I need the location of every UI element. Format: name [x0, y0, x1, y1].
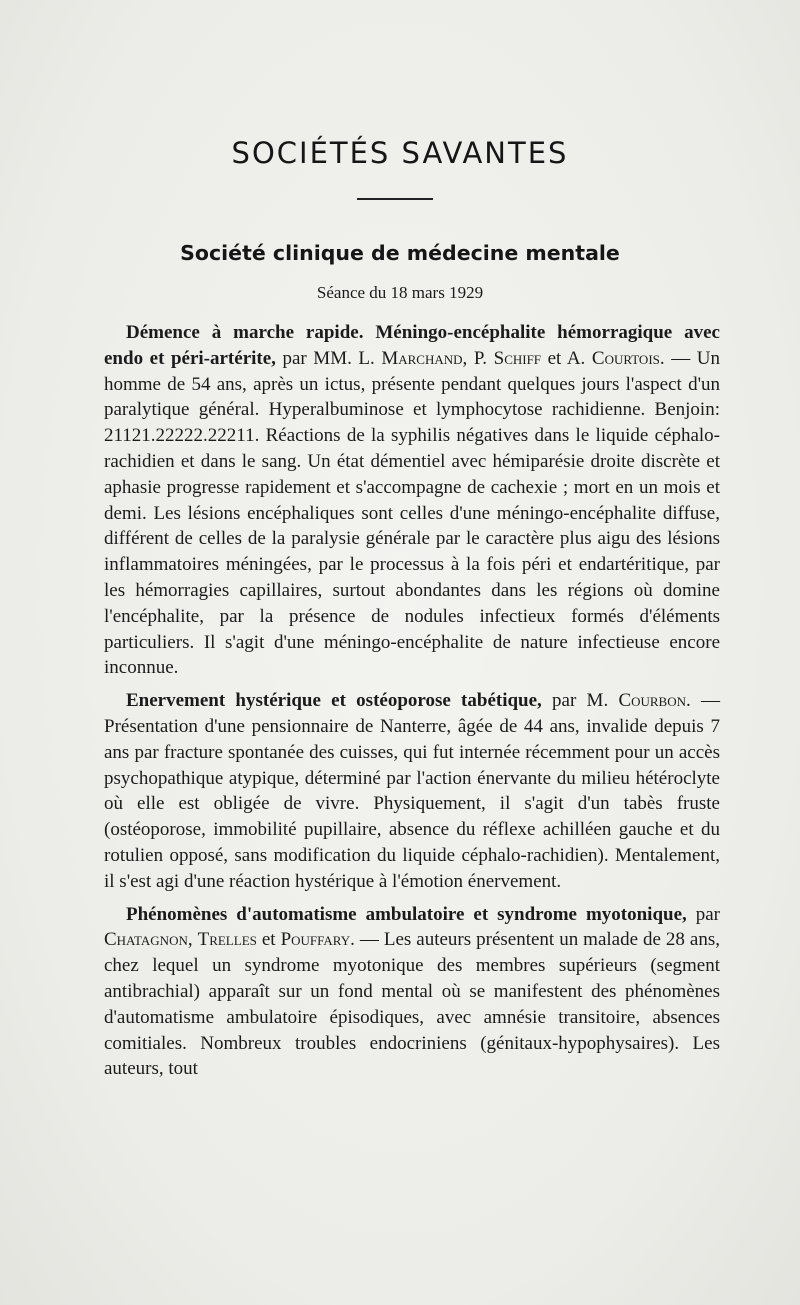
article-3 [104, 902, 720, 1083]
article-3-by: par [686, 903, 720, 925]
article-2-author-1: Courbon [618, 690, 687, 712]
article-1-by: par MM. L. [275, 347, 382, 369]
header-rule [357, 198, 433, 200]
article-1-author-2: Schiff [493, 347, 542, 369]
article-1-text: . — Un homme de 54 ans, après un ictus, présente pendant quelques jours l'aspect d'un paralytique général. Hyperalbuminose et lymphocytose rachidienne. Benjoin: 21121.22222.22211. Réactions de la syphilis négatives dans le liquide céphalo-rachidien et dans le sang. Un état démentiel avec hémiparésie droite discrète et aphasie progresse rapidement et s'accompagne de cachexie ; mort en un mois et demi. Les lésions encéphaliques sont celles d'une méningo-encéphalite diffuse, différent de celles de la paralysie générale par le caractère plus aigu des lésions inflammatoires méningées, par le processus à la fois péri et endartéritique, par les hémorragies capillaires, surtout abondantes dans les régions où domine l'encéphalite, par la présence de nodules infectieux formés d'éléments particuliers. Il s'agit d'une méningo-encéphalite de nature infectieuse encore inconnue. [104, 347, 720, 679]
article-3-sep-1: , [187, 929, 198, 951]
article-1-author-1: Marchand [381, 347, 463, 369]
article-1-sep-2: et A. [541, 347, 592, 369]
article-3-author-2: Trelles [197, 929, 257, 951]
section-header: SOCIÉTÉS SAVANTES [231, 136, 569, 170]
article-3-author-1: Chatagnon [104, 929, 188, 951]
session-date: Séance du 18 mars 1929 [316, 283, 484, 302]
article-1-sep-1: , P. [462, 347, 494, 369]
article-3-title: Phénomènes d'automatisme ambulatoire et syndrome myotonique, [126, 903, 687, 925]
article-3-text: . — Les auteurs présentent un malade de 28 ans, chez lequel un syndrome myotonique des membres supérieurs (segment antibrachial) apparaît sur un fond mental où se manifestent des phénomènes d'automatisme ambulatoire épisodiques, avec amnésie transitoire, absences comitiales. Nombreux troubles endocriniens (génitaux-hypophysaires). Les auteurs, tout [104, 929, 720, 1080]
article-2 [104, 688, 720, 894]
body-text [104, 320, 720, 1089]
article-2-text: . — Présentation d'une pensionnaire de Nanterre, âgée de 44 ans, invalide depuis 7 ans par fracture spontanée des cuisses, qui fut internée récemment pour un accès psychopathique atypique, déterminé par l'action énervante du milieu hétéroclyte où elle est obligée de vivre. Physiquement, il s'agit d'un tabès fruste (ostéoporose, immobilité pupillaire, absence du réflexe achilléen gauche et du rotulien opposé, sans modification du liquide céphalo-rachidien). Mentalement, il s'est agi d'une réaction hystérique à l'émotion énervement. [104, 690, 721, 892]
article-1-title: Démence à marche rapide. Méningo-encéphalite hémorragique avec endo et péri-artérite, [104, 322, 720, 369]
article-1-author-3: Courtois [591, 347, 660, 369]
article-2-title: Enervement hystérique et ostéoporose tabétique, [126, 690, 542, 712]
article-3-sep-2: et [256, 929, 281, 951]
article-2-by: par M. [541, 690, 619, 712]
society-title: Société clinique de médecine mentale [180, 241, 620, 265]
article-1 [104, 320, 720, 681]
article-3-author-3: Pouffary [280, 929, 351, 951]
